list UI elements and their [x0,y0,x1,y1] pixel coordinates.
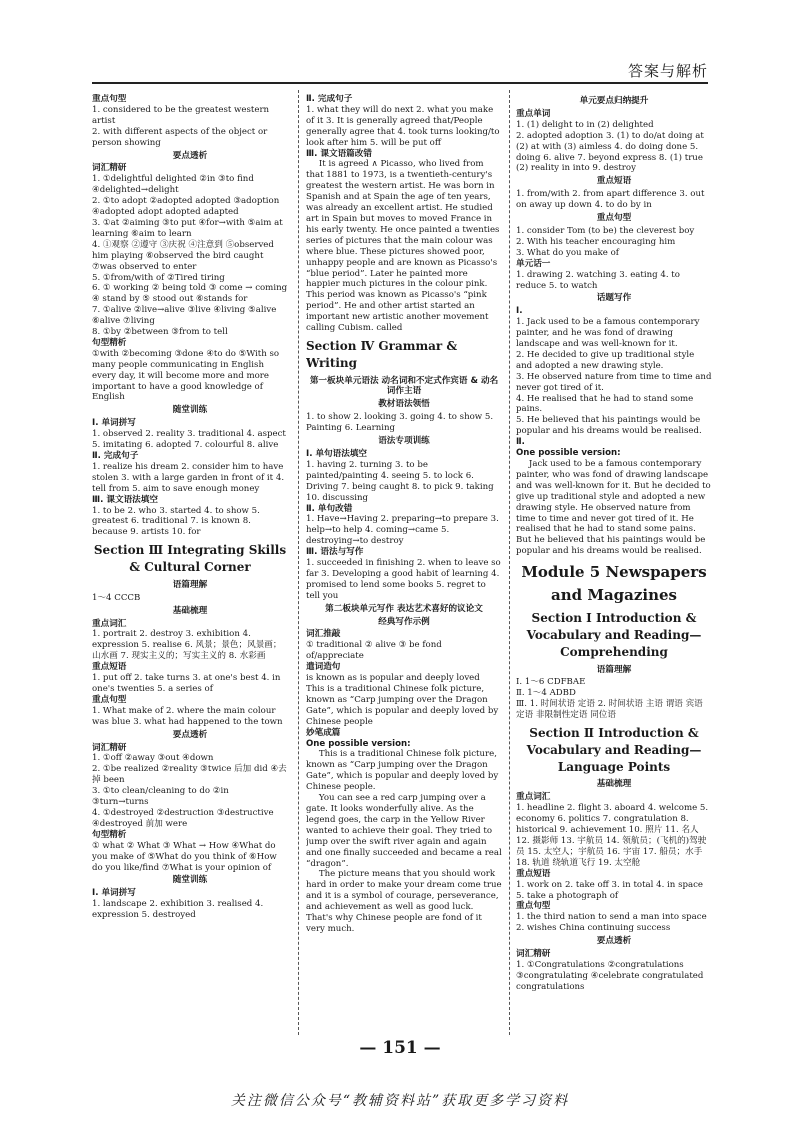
subheading: One possible version: [516,448,621,459]
section-title: Section Ⅲ Integrating Skills & Cultural Corner [93,543,287,575]
column-2 [306,94,502,1034]
centered-heading: 语篇理解 [172,579,208,590]
section-title: Section Ⅱ Introduction & Vocabulary and Reading— Language Points [526,726,702,774]
answer-text: 1. Have→Having 2. preparing→to prepare 3. help→to help 4. coming→came 5. destroying→to destroy [306,514,499,547]
subheading: 词汇推敲 [306,629,341,640]
subheading: 词汇精研 [92,742,127,753]
answer-text: 1. to be 2. who 3. started 4. to show 5. greatest 6. traditional 7. is known 8. because 9. artists 10. for [92,505,260,538]
answer-text: 1. to show 2. looking 3. going 4. to show 5. Painting 6. Learning [306,412,494,434]
centered-heading: 话题写作 [596,293,632,304]
subheading: 重点词汇 [92,618,127,629]
answer-text: 2. wishes China continuing success [516,923,671,934]
subheading: 词汇精研 [92,163,127,174]
answer-text: 2. ①to adopt ②adopted adopted ③adoption ④adopted adopt adopted adapted [92,196,280,218]
centered-heading: 基础梳理 [596,779,632,790]
answer-text: This is a traditional Chinese folk picture, known as “Carp jumping over the Dragon Gate”, which is popular and deeply loved by Chinese people. [306,749,499,793]
answer-text: 1. what they will do next 2. what you make of it 3. It is generally agreed that/People generally agree that 4. took turns looking/to look after him 5. will be put off [306,104,500,148]
answer-text: 2. ①be realized ②reality ③twice 后加 did ④去掉 been [92,764,287,786]
answer-text: 3. ①at ②aiming ③to put ④for→with ⑤aim at learning ⑥aim to learn [92,217,283,239]
subheading: Ⅲ. 课文语法填空 [92,494,158,505]
column-divider [298,90,299,1035]
subheading: 重点句型 [92,694,127,705]
subheading: 重点短语 [92,662,127,673]
subheading: Ⅰ. 单词拼写 [92,418,136,429]
centered-heading: 基础梳理 [172,605,208,616]
answer-text: 1. ①delightful delighted ②in ③to find ④delighted→delight [92,174,254,196]
answer-text: 1～4 CCCB [92,592,141,603]
answer-text: 2. With his teacher encouraging him [516,236,676,247]
page-header-title: 答案与解析 [627,62,708,80]
answer-text: 1. (1) delight to in (2) delighted [516,119,654,130]
answer-text: Ⅲ. 1. 时间状语 定语 2. 时间状语 主语 谓语 宾语 定语 非限制性定语 同位语 [516,699,703,721]
centered-heading: 教材语法领悟 [378,399,430,410]
answer-text: 5. He believed that his paintings would be popular and his dreams would be realised. [516,415,702,437]
answer-text: 2. He decided to give up traditional style and adopted a new drawing style. [516,349,695,371]
answer-text: 1. from/with 2. from apart difference 3. out on away up down 4. to do by in [516,189,705,211]
centered-heading: 第二板块单元写作 表达艺术喜好的议论文 [325,603,483,614]
centered-heading: 第一板块单元语法 动名词和不定式作宾语 & 动名词作主语 [309,375,499,397]
header-rule [92,82,708,84]
answer-text: 1. realize his dream 2. consider him to have stolen 3. with a large garden in front of it 4. tell from 5. aim to save enough money [92,461,285,494]
subheading: Ⅲ. 语法与写作 [306,547,364,558]
footer-note: 关注微信公众号“教辅资料站”获取更多学习资料 [230,1093,570,1109]
subheading: 妙笔成篇 [306,727,341,738]
answer-text: 1. having 2. turning 3. to be painted/painting 4. seeing 5. to lock 6. Driving 7. being caught 8. to pick 9. taking 10. discussing [306,459,494,503]
section-title: Section Ⅰ Introduction & Vocabulary and Reading— Comprehending [526,611,702,659]
answer-text: This is a traditional Chinese folk picture, known as “Carp jumping over the Dragon Gate”, which is popular and deeply loved by Chinese people [306,684,499,727]
answer-text: 1. ①Congratulations ②congratulations ③congratulating ④celebrate congratulated congratulations [516,959,704,992]
centered-heading: 语法专项训练 [378,436,430,447]
answer-text: 2. adopted adoption 3. (1) to do/at doing at (2) at with (3) aimless 4. do doing done 5. doing 6. alive 7. beyond express 8. (1) true (2) reality in into 9. destroy [516,130,704,174]
subheading: Ⅲ. 课文语篇改错 [306,148,372,159]
answer-text: 3. He observed nature from time to time and never got tired of it. [516,371,712,393]
answer-text: 3. What do you make of [516,247,619,258]
answer-text: 8. ①by ②between ③from to tell [92,327,228,338]
subheading: 遣词造句 [306,662,341,673]
subheading: 重点单词 [516,108,551,119]
answer-text: You can see a red carp jumping over a gate. It looks wonderfully alive. As the legend goes, the carp in the Yellow River wanted to achieve their goal. They tried to jump over the swift river again and again and one finally succeeded and became a real “dragon”. [306,793,502,869]
answer-text: The picture means that you should work hard in order to make your dream come true and it is a symbol of courage, perseverance, and achievement as well as good luck. That's why Chinese people are fond of it very much. [306,869,502,934]
column-1 [92,94,288,1034]
answer-text: 4. ①destroyed ②destruction ③destructive ④destroyed 前加 were [92,807,274,829]
subheading: Ⅱ. 完成句子 [92,451,139,461]
answer-text: 1. drawing 2. watching 3. eating 4. to reduce 5. to watch [516,269,680,291]
subheading: 词汇精研 [516,949,551,960]
subheading: Ⅰ. 单句语法填空 [306,448,368,459]
centered-heading: 要点透析 [596,936,632,947]
answer-text: 1. the third nation to send a man into space [516,912,707,923]
centered-heading: 重点句型 [596,213,632,224]
subheading: 单元话一 [516,258,551,269]
answer-text: 1. portrait 2. destroy 3. exhibition 4. expression 5. realise 6. 风景；景色；风景画；山水画 7. 现实主义的；写实主义的 8. 水彩画 [92,629,282,662]
subheading: Ⅱ. 完成句子 [306,94,353,104]
subheading: Ⅱ. [516,437,525,448]
section-title: Section Ⅳ Grammar & Writing [306,338,458,370]
subheading: Ⅱ. 单句改错 [306,503,353,514]
subheading: 重点句型 [516,901,551,912]
answer-text: 3. ①to clean/cleaning to do ②in ③turn→turns [92,786,229,808]
centered-heading: 要点透析 [172,729,208,740]
subheading: 重点词汇 [516,792,551,803]
answer-text: Ⅱ. 1～4 ADBD [516,688,576,699]
centered-heading: 随堂训练 [172,405,208,416]
subheading: 句型精析 [92,829,127,840]
answer-text: 4. ①观察 ②遵守 ③庆祝 ④注意到 ⑤observed him playing ⑥observed the bird caught ⑦was observed to enter [92,239,274,272]
answer-text: 7. ①alive ②live→alive ③live ④living ⑤alive ⑥alive ⑦living [92,305,277,327]
answer-text: ① traditional ② alive ③ be fond of/appreciate [306,640,442,662]
answer-text: 1. observed 2. reality 3. traditional 4. aspect 5. imitating 6. adopted 7. colourful 8. alive [92,429,286,451]
answer-text: 4. He realised that he had to stand some pains. [516,393,694,415]
centered-heading: 随堂训练 [172,875,208,886]
centered-heading: 语篇理解 [596,664,632,675]
answer-text: 1. ①off ②away ③out ④down [92,753,214,764]
answer-text: 1. put off 2. take turns 3. at one's best 4. in one's twenties 5. a series of [92,673,281,694]
answer-text: 1. headline 2. flight 3. aboard 4. welcome 5. economy 6. politics 7. congratulation 8. historical 9. achievement 10. 照片 11. 名人 12. 摄影师 13. 宇航员 14. 领航员；(飞机的)驾驶员 15. 太空人；宇航员 16. 宇宙 17. 船员；水手 18. 轨道 绕轨道飞行 19. 太空舱 [516,803,709,868]
centered-heading: 经典写作示例 [378,616,430,627]
subheading: 重点句型 [92,94,127,104]
module-title: Module 5 Newspapers and Magazines [521,563,707,604]
answer-text: 6. ① working ② being told ③ come → coming ④ stand by ⑤ stood out ⑥stands for [92,283,288,305]
answer-text: 2. with different aspects of the object or person showing [92,126,268,148]
subheading: 重点短语 [516,868,551,879]
answer-text: is known as is popular and deeply loved [306,673,480,684]
page-number: — 151 — [359,1038,441,1058]
subheading: 句型精析 [92,337,127,348]
answer-text: ①with ②becoming ③done ④to do ⑤With so many people communicating in English every day, it will become more and more important to have a good knowledge of English [92,348,280,403]
column-divider [509,90,510,1035]
answer-text: ① what ② What ③ What → How ④What do you make of ⑤What do you think of ⑥How do you like/find ⑦What is your opinion of [92,840,277,873]
centered-heading: 重点短语 [596,176,632,187]
centered-heading: 要点透析 [172,150,208,161]
answer-text: 1. considered to be the greatest western artist [92,104,270,126]
answer-text: 1. landscape 2. exhibition 3. realised 4. expression 5. destroyed [92,899,264,921]
answer-text: 1. Jack used to be a famous contemporary painter, and he was fond of drawing landscape and was well-known for it. [516,317,700,350]
answer-text: Jack used to be a famous contemporary painter, who was fond of drawing landscape and was well-known for it. But he decided to give up traditional style and adopted a new drawing style. He observed nature from time to time and never got tired of it. He realised that he had to stand some pains. But he believed that his paintings would be popular and his dreams would be realised. [516,459,711,557]
answer-text: 1. succeeded in finishing 2. when to leave so far 3. Developing a good habit of learning 4. promised to lend some books 5. regret to tell you [306,558,501,601]
answer-text: Ⅰ. 1～6 CDFBAE [516,677,586,688]
answer-text: 1. consider Tom (to be) the cleverest boy [516,225,695,236]
centered-heading: 单元要点归纳提升 [579,96,649,106]
subheading: Ⅰ. 单词拼写 [92,888,136,899]
answer-text: 1. work on 2. take off 3. in total 4. in space 5. take a photograph of [516,879,704,901]
subheading: Ⅰ. [516,306,523,317]
answer-text: 1. What make of 2. where the main colour was blue 3. what had happened to the town [92,705,283,727]
column-3 [516,94,712,1034]
answer-text: It is agreed ∧ Picasso, who lived from that 1881 to 1973, is a twentieth-century's greatest the western artist. He was born in Spanish and at Spain the age of ten years, was already an excellent artist. He studied art in Spain but moves to moved France in his early twenty. He once painted a twenties series of pictures that the main colour was where blue. These pictures showed poor, unhappy people and are known as Picasso's “blue period”. Later he painted more happier much pictures in the colour pink. This period was known as Picasso's “pink period”. He and other artist started an important new artistic another movement calling Cubism. called [306,159,500,334]
subheading: One possible version: [306,738,411,749]
answer-text: 5. ①from/with of ②Tired tiring [92,272,225,283]
